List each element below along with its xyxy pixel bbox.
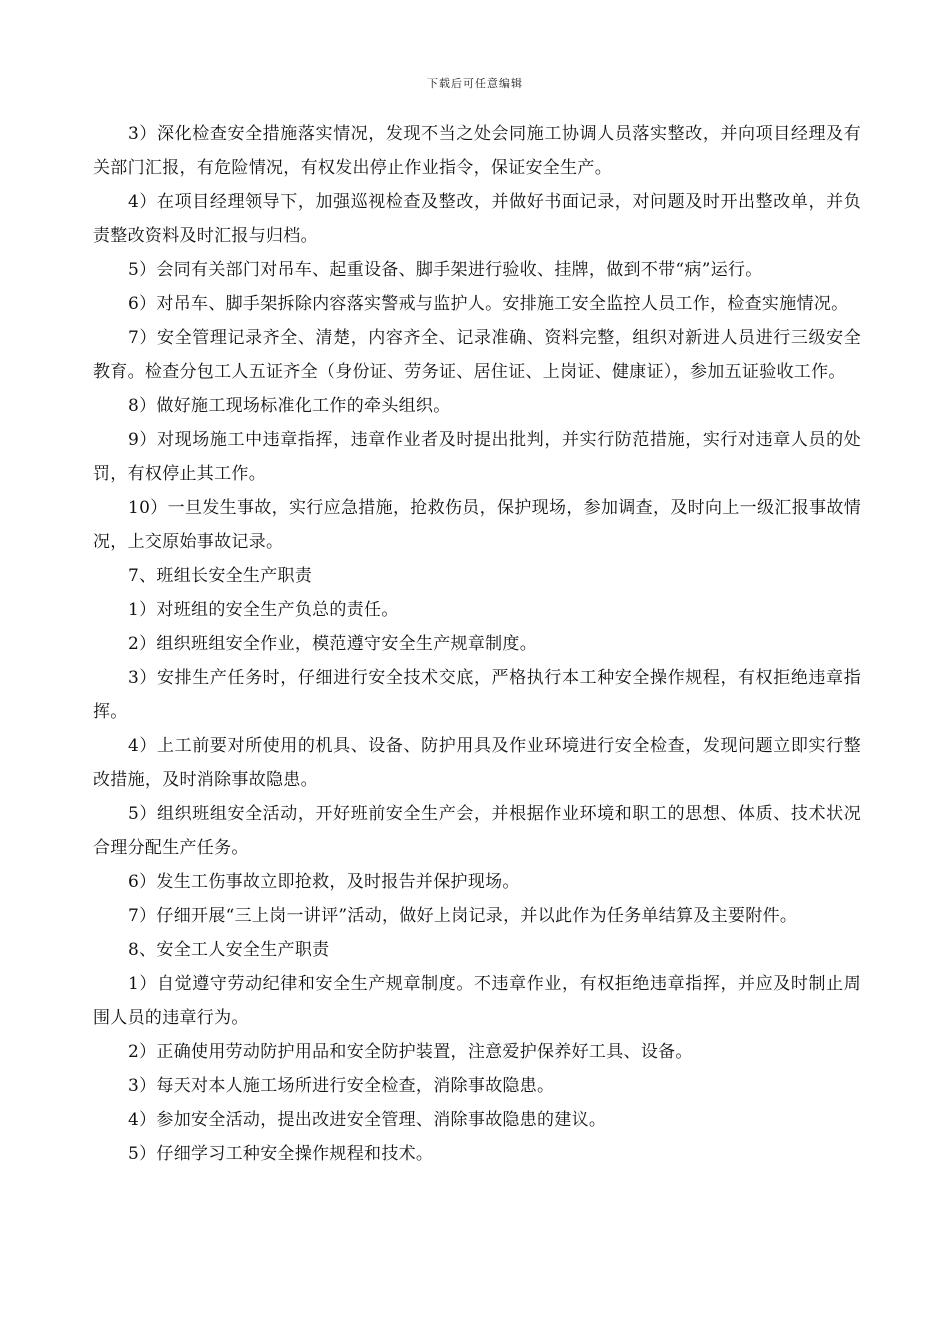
paragraph: 10）一旦发生事故，实行应急措施，抢救伤员，保护现场，参加调查，及时向上一级汇报事故情况，上交原始事故记录。	[93, 498, 861, 552]
page-header-note: 下载后可任意编辑	[427, 77, 523, 90]
paragraph: 8）做好施工现场标准化工作的牵头组织。	[128, 396, 451, 416]
section-heading: 8、安全工人安全生产职责	[128, 940, 330, 960]
paragraph: 6）发生工伤事故立即抢救，及时报告并保护现场。	[128, 872, 520, 892]
paragraph: 6）对吊车、脚手架拆除内容落实警戒与监护人。安排施工安全监控人员工作，检查实施情况。	[128, 294, 849, 314]
paragraph: 2）组织班组安全作业，模范遵守安全生产规章制度。	[128, 634, 538, 654]
paragraph: 7）仔细开展“三上岗一讲评”活动，做好上岗记录，并以此作为任务单结算及主要附件。	[128, 906, 798, 926]
paragraph: 1）对班组的安全生产负总的责任。	[128, 600, 399, 620]
paragraph: 3）深化检查安全措施落实情况，发现不当之处会同施工协调人员落实整改，并向项目经理及有关部门汇报，有危险情况，有权发出停止作业指令，保证安全生产。	[93, 124, 861, 178]
paragraph: 7）安全管理记录齐全、清楚，内容齐全、记录准确、资料完整，组织对新进人员进行三级安全教育。检查分包工人五证齐全（身份证、劳务证、居住证、上岗证、健康证），参加五证验收工作。	[93, 328, 861, 382]
paragraph: 9）对现场施工中违章指挥，违章作业者及时提出批判，并实行防范措施，实行对违章人员的处罚，有权停止其工作。	[93, 430, 861, 484]
paragraph: 3）安排生产任务时，仔细进行安全技术交底，严格执行本工种安全操作规程，有权拒绝违章指挥。	[93, 668, 861, 722]
paragraph: 1）自觉遵守劳动纪律和安全生产规章制度。不违章作业，有权拒绝违章指挥，并应及时制止周围人员的违章行为。	[93, 974, 861, 1028]
paragraph: 3）每天对本人施工场所进行安全检查，消除事故隐患。	[128, 1076, 555, 1096]
paragraph: 4）参加安全活动，提出改进安全管理、消除事故隐患的建议。	[128, 1110, 607, 1130]
paragraph: 5）仔细学习工种安全操作规程和技术。	[128, 1144, 434, 1164]
paragraph: 4）上工前要对所使用的机具、设备、防护用具及作业环境进行安全检查，发现问题立即实行整改措施，及时消除事故隐患。	[93, 736, 861, 790]
paragraph: 2）正确使用劳动防护用品和安全防护装置，注意爱护保养好工具、设备。	[128, 1042, 693, 1062]
document-body	[93, 117, 861, 1171]
section-heading: 7、班组长安全生产职责	[128, 566, 313, 586]
paragraph: 5）会同有关部门对吊车、起重设备、脚手架进行验收、挂牌，做到不带“病”运行。	[128, 260, 763, 280]
paragraph: 5）组织班组安全活动，开好班前安全生产会，并根据作业环境和职工的思想、体质、技术状况合理分配生产任务。	[93, 804, 861, 858]
paragraph: 4）在项目经理领导下，加强巡视检查及整改，并做好书面记录，对问题及时开出整改单，并负责整改资料及时汇报与归档。	[93, 192, 861, 246]
